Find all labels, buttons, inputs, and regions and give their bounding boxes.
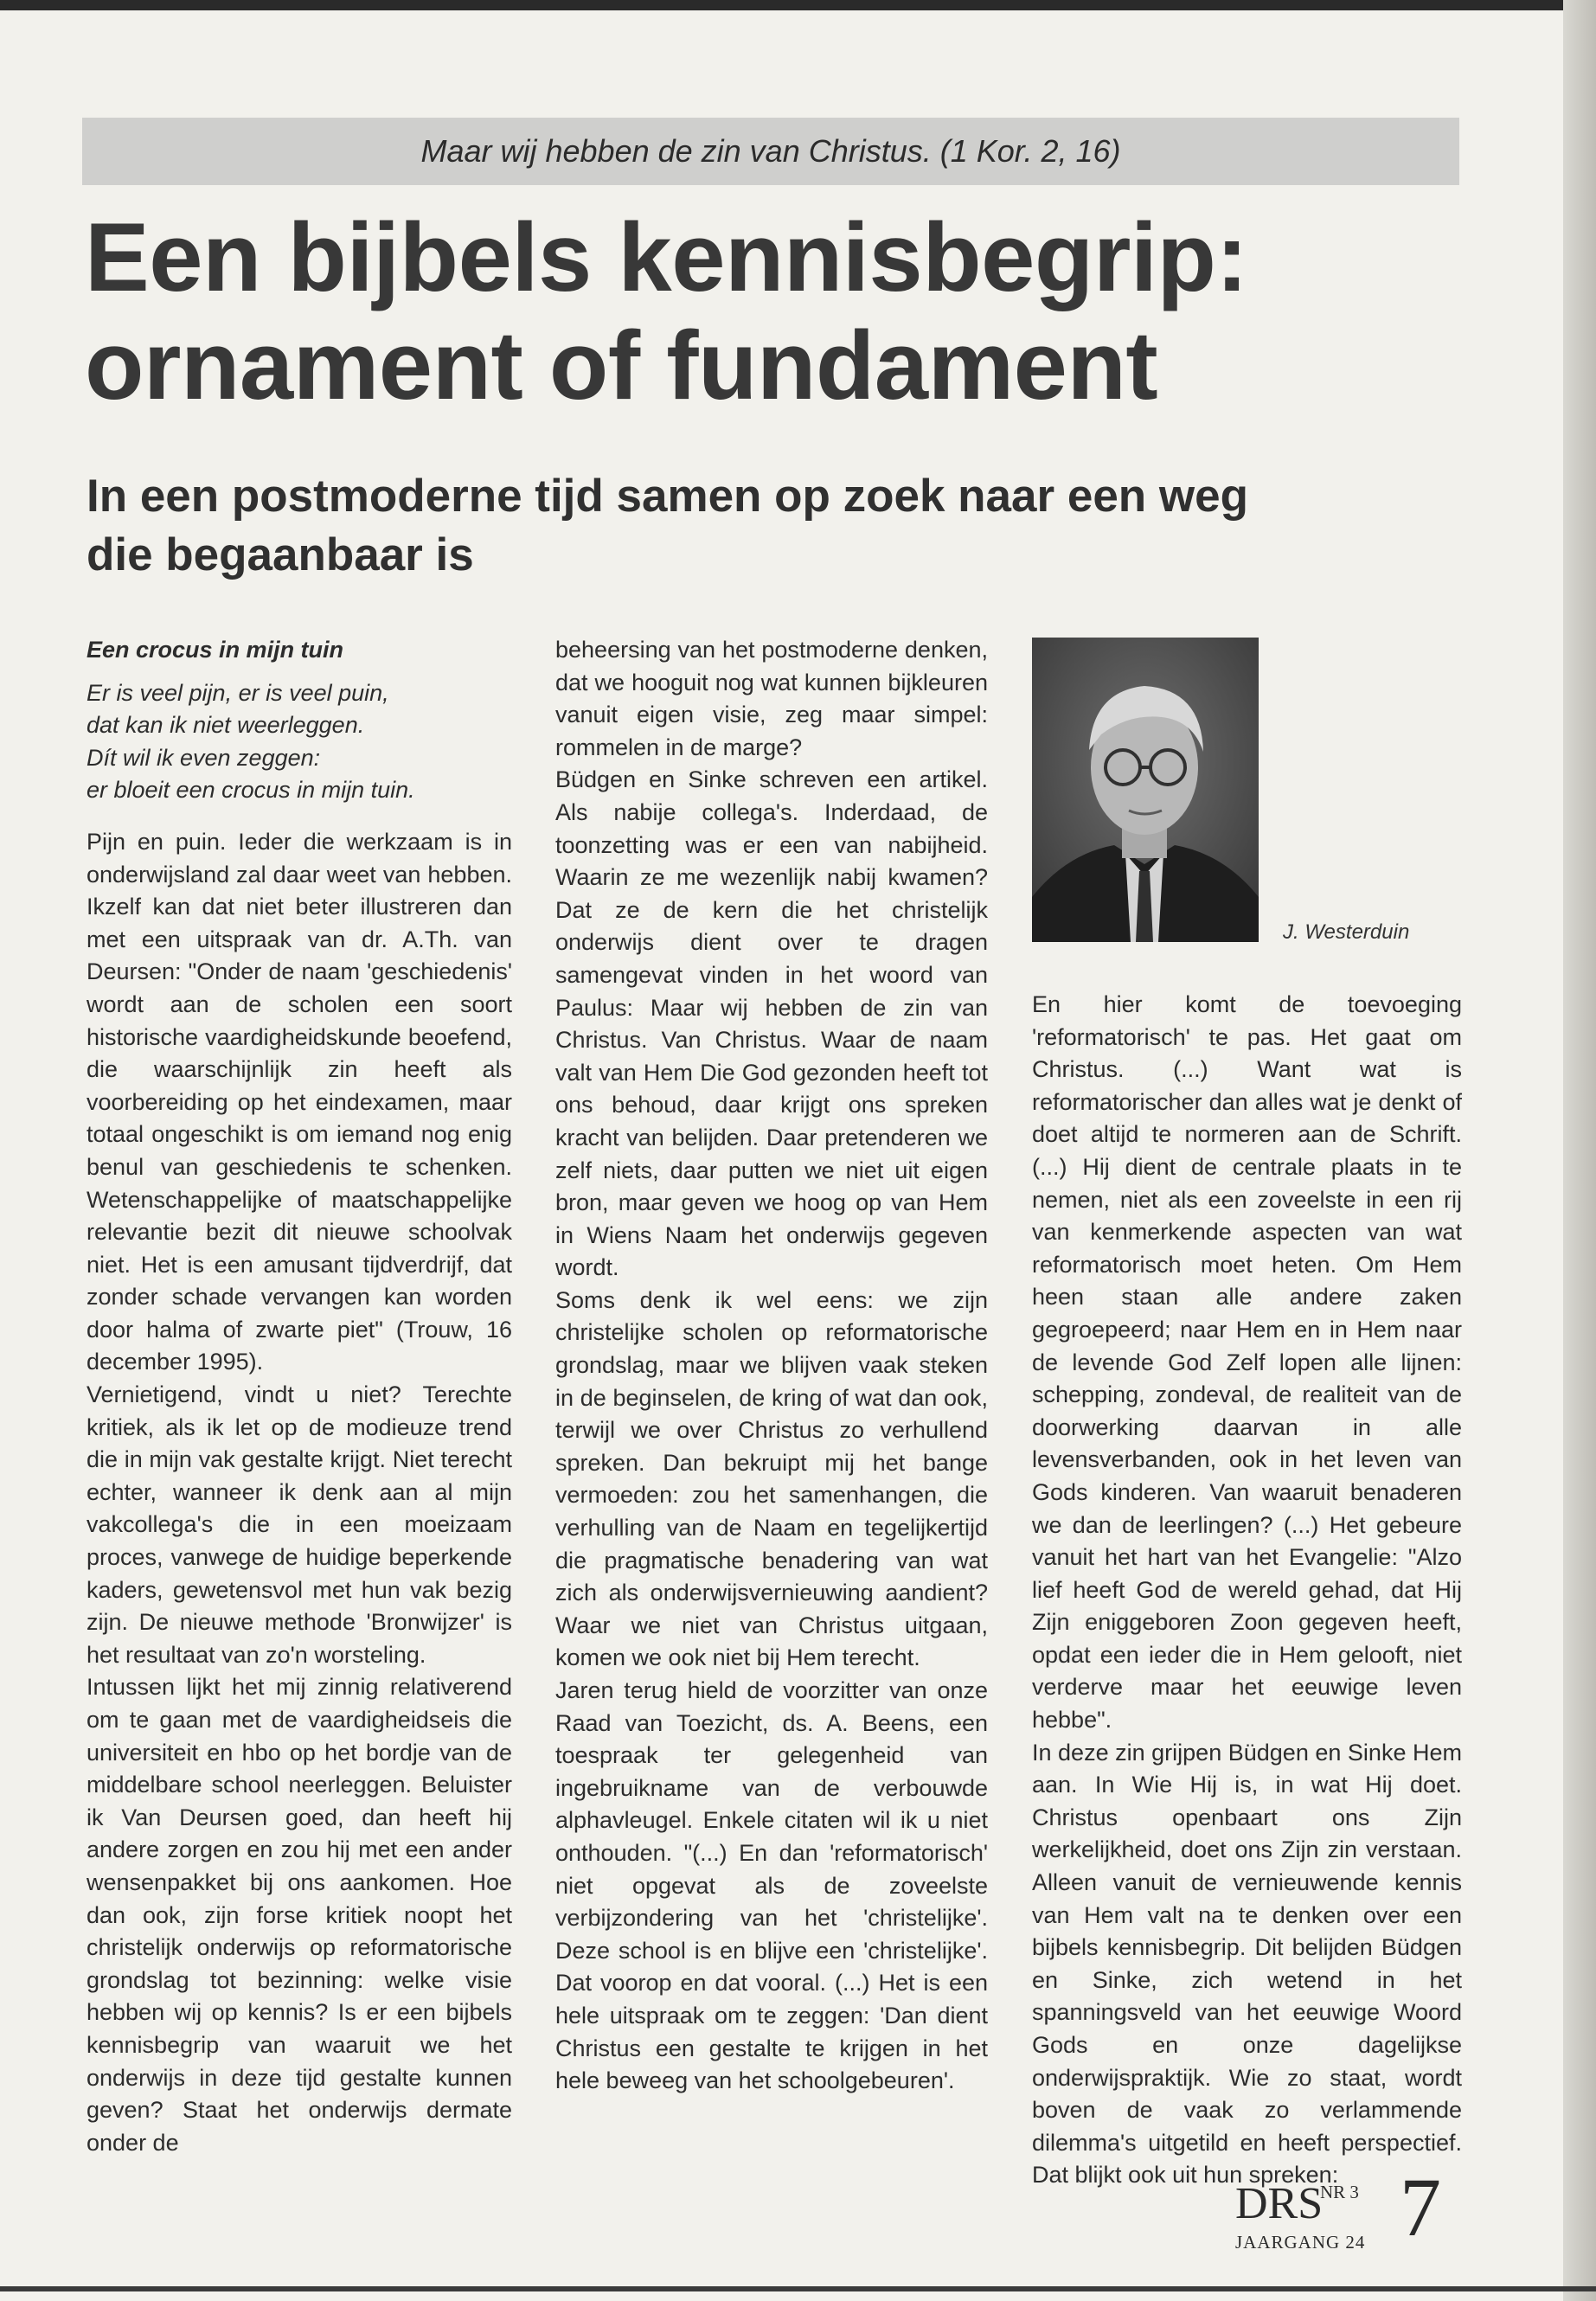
paragraph: Soms denk ik wel eens: we zijn christelijke scholen op reformatorische grondslag, maar we blijven vaak steken in de beginselen, de kring of wat dan ook, terwijl we over Christus zo verhullend spreken. Dan bekruipt mij het bange vermoeden: zou het samenhangen, die verhulling van de Naam en tegelijkertijd die pragmatische benadering van wat zich als onderwijsvernieuwing aandient? Waar we niet van Christus uitgaan, komen we ook niet bij Hem terecht.: [555, 1286, 988, 1671]
article-title: [85, 203, 1469, 420]
text-column-1: [87, 634, 512, 2159]
title-line-1: Een bijbels kennisbegrip:: [85, 203, 1248, 311]
page-number: 7: [1400, 2161, 1441, 2253]
author-portrait: [1032, 638, 1259, 942]
page-footer: [1235, 2161, 1469, 2273]
paragraph: Vernietigend, vindt u niet? Terechte kritiek, als ik let op de modieuze trend die in mijn vak gestalte krijgt. Niet terecht echter, wanneer ik denk aan al mijn vakcollega's die in een moeizaam proces, vanwege de huidige beperkende kaders, gewetensvol met hun vak bezig zijn. De nieuwe methode 'Bronwijzer' is het resultaat van zo'n worsteling.: [87, 1381, 512, 1668]
portrait-illustration: [1032, 638, 1259, 942]
paragraph: Büdgen en Sinke schreven een artikel. Als nabije collega's. Inderdaad, de toonzetting was er een van nabijheid. Waarin ze me wezenlijk nabij kwamen? Dat ze de kern die het christelijk onderwijs dient over te dragen samengevat vinden in het woord van Paulus: Maar wij hebben de zin van Christus. Van Christus. Waar de naam valt van Hem Die God gezonden heeft tot ons behoud, daar krijgt ons spreken kracht van belijden. Daar pretenderen we zelf niets, daar putten we niet uit eigen bron, maar geven we hoog op van Hem in Wiens Naam het onderwijs gegeven wordt.: [555, 766, 988, 1281]
text-column-3: [1032, 989, 1462, 2192]
paragraph: beheersing van het postmoderne denken, dat we hooguit nog wat kunnen bijkleuren vanuit eigen visie, zeg maar simpel: rommelen in de marge?: [555, 637, 988, 760]
paragraph: Intussen lijkt het mij zinnig relativerend om te gaan met de vaardigheidseis die universiteit en hbo op het bordje van de middelbare school neerleggen. Beluister ik Van Deursen goed, dan heeft hij andere zorgen en zou hij met een ander wensenpakket bij ons aankomen. Hoe dan ook, zijn forse kritiek noopt het christelijk onderwijs op reformatorische grondslag tot bezinning: welke visie hebben wij op kennis? Is er een bijbels kennisbegrip van waaruit we het onderwijs in deze tijd gestalte kunnen geven? Staat het onderwijs dermate onder de: [87, 1674, 512, 2156]
paragraph: In deze zin grijpen Büdgen en Sinke Hem aan. In Wie Hij is, in wat Hij doet. Christus openbaart ons Zijn werkelijkheid, doet ons Zijn zin verstaan. Alleen vanuit de vernieuwende kennis van Hem valt na te denken over een bijbels kennisbegrip. Dit belijden Büdgen en Sinke, zich wetend in het spanningsveld van het eeuwige Woord Gods en onze dagelijkse onderwijspraktijk. Wie zo staat, wordt boven de vaak zo verlammende dilemma's uitgetild en heeft perspectief. Dat blijkt ook uit hun spreken:: [1032, 1739, 1462, 2189]
article-subtitle: [87, 467, 1384, 585]
subtitle-line-1: In een postmoderne tijd samen op zoek naar een weg: [87, 471, 1248, 522]
poem-line: Dít wil ik even zeggen:: [87, 744, 321, 771]
poem-line: er bloeit een crocus in mijn tuin.: [87, 777, 415, 804]
poem-line: dat kan ik niet weerleggen.: [87, 712, 365, 739]
poem-line: Er is veel pijn, er is veel puin,: [87, 679, 389, 706]
page-edge-shadow: [1563, 0, 1596, 2301]
paragraph: En hier komt de toevoeging 'reformatorisch' te pas. Het gaat om Christus. (...) Want wat is reformatorischer dan alles wat je denkt of doet altijd te normeren aan de Schrift. (...) Hij dient de centrale plaats in te nemen, niet als een zoveelste in een rij van kenmerkende aspecten van wat reformatorisch moet heten. Om Hem heen staan alle andere zaken gegroepeerd; naar Hem en in Hem naar de levende God Zelf lopen alle lijnen: schepping, zondeval, de realiteit van de doorwerking daarvan in alle levensverbanden, ook in het leven van Gods kinderen. Van waaruit benaderen we dan de leerlingen? (...) Het gebeure vanuit het hart van het Evangelie: "Alzo lief heeft God de wereld gehad, dat Hij Zijn eniggeboren Zoon gegeven heeft, opdat een ieder die in Hem gelooft, niet verderve maar het eeuwige leven hebbe".: [1032, 991, 1462, 1734]
photo-caption: J. Westerduin: [1283, 920, 1410, 944]
verse-text: Maar wij hebben de zin van Christus. (1 Kor. 2, 16): [420, 133, 1121, 169]
paragraph: Jaren terug hield de voorzitter van onze Raad van Toezicht, ds. A. Beens, een toespraak ter gelegenheid van ingebruikname van de verbouwde alphavleugel. Enkele citaten wil ik u niet onthouden. "(...) En dan 'reformatorisch' niet opgevat als de zoveelste verbijzondering van het 'christelijke'. Deze school is en blijve een 'christelijke'. Dat voorop en dat vooral. (...) Het is een hele uitspraak om te zeggen: 'Dan dient Christus een gestalte te krijgen in het hele beweeg van het schoolgebeuren'.: [555, 1677, 988, 2094]
poem: [87, 634, 512, 807]
title-line-2: ornament of fundament: [85, 311, 1158, 420]
top-border: [0, 0, 1596, 10]
volume-label: JAARGANG 24: [1235, 2232, 1366, 2253]
verse-banner: [82, 118, 1459, 185]
issue-number: NR 3: [1320, 2182, 1359, 2202]
paragraph: Pijn en puin. Ieder die werkzaam is in onderwijsland zal daar weet van hebben. Ikzelf kan dat niet beter illustreren dan met een uitspraak van dr. A.Th. van Deursen: "Onder de naam 'geschiedenis' wordt aan de scholen een soort historische vaardigheidskunde beoefend, die waarschijnlijk zin heeft als voorbereiding op het eindexamen, maar totaal ongeschikt is om iemand nog enig benul van geschiedenis te schenken. Wetenschappelijke of maatschappelijke relevantie bezit dit nieuwe schoolvak niet. Het is een amusant tijdverdrijf, dat zonder schade vervangen kan worden door halma of zwarte piet" (Trouw, 16 december 1995).: [87, 828, 512, 1375]
subtitle-line-2: die begaanbaar is: [87, 529, 474, 580]
text-column-2: [555, 634, 988, 2098]
magazine-name: DRS: [1235, 2179, 1324, 2228]
poem-title: Een crocus in mijn tuin: [87, 637, 344, 663]
bottom-border: [0, 2286, 1596, 2291]
